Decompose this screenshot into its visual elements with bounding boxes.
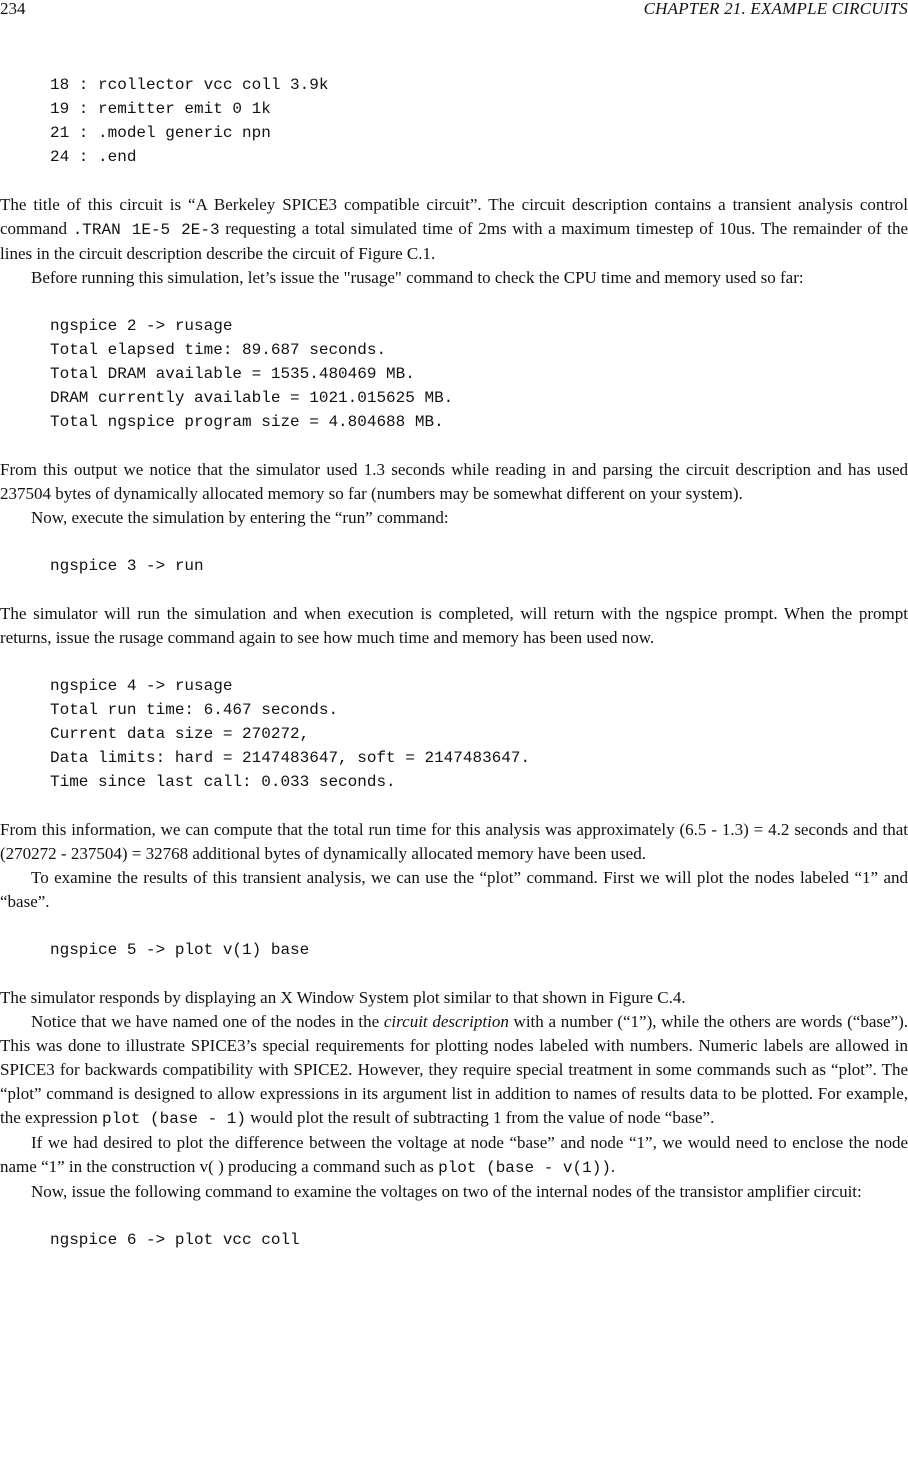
- spacer: [0, 578, 908, 602]
- spacer: [0, 914, 908, 938]
- code-line: 24 : .end: [50, 148, 137, 166]
- code-line: ngspice 6 -> plot vcc coll: [50, 1231, 300, 1249]
- italic-text: circuit description: [383, 1012, 509, 1031]
- chapter-title: CHAPTER 21. EXAMPLE CIRCUITS: [643, 0, 908, 18]
- code-block-circuit-listing: [0, 73, 908, 169]
- paragraph-circuit-title: [0, 193, 908, 266]
- inline-code: plot (base - v(1)): [438, 1159, 611, 1177]
- paragraph-before-running: Before running this simulation, let’s issue the "rusage" command to check the CPU time and memory used so far:: [31, 268, 804, 287]
- paragraph-output-notice: From this output we notice that the simulator used 1.3 seconds while reading in and parsing the circuit description and has used 237504 bytes of dynamically allocated memory so far (numbers may be somewhat different on your system).: [0, 460, 908, 503]
- paragraph-compute-runtime: From this information, we can compute that the total run time for this analysis was approximately (6.5 - 1.3) = 4.2 seconds and that (270272 - 237504) = 32768 additional bytes of dynamically allocated memory have been used.: [0, 820, 908, 863]
- paragraph-text: The title of this circuit is “A Berkeley SPICE3 compatible circuit”. The circuit description contains a transient analysis control command: [0, 195, 908, 238]
- spacer: [0, 794, 908, 818]
- code-line: DRAM currently available = 1021.015625 MB.: [50, 389, 454, 407]
- spacer: [0, 650, 908, 674]
- code-block-rusage-1: [0, 314, 908, 434]
- code-line: Total elapsed time: 89.687 seconds.: [50, 341, 387, 359]
- code-line: ngspice 4 -> rusage: [50, 677, 233, 695]
- paragraph-internal-nodes: Now, issue the following command to examine the voltages on two of the internal nodes of the transistor amplifier circuit:: [31, 1182, 862, 1201]
- spacer: [0, 1204, 908, 1228]
- code-block-run: [0, 554, 908, 578]
- paragraph-x-window-plot: The simulator responds by displaying an X Window System plot similar to that shown in Figure C.4.: [0, 988, 686, 1007]
- code-block-rusage-2: [0, 674, 908, 794]
- code-block-plot-vcc: [0, 1228, 908, 1252]
- code-line: Total ngspice program size = 4.804688 MB.: [50, 413, 444, 431]
- paragraph-text: requesting a total simulated time of 2ms with a maximum timestep of 10us. The remainder of the lines in the circuit description describe the circuit of Figure C.1.: [0, 219, 908, 263]
- code-line: Total DRAM available = 1535.480469 MB.: [50, 365, 415, 383]
- paragraph-text: If we had desired to plot the difference between the voltage at node “base” and node “1”, we would need to enclose the node name “1” in the construction v( ) producing a command such as: [0, 1133, 908, 1176]
- spacer: [0, 962, 908, 986]
- code-line: Time since last call: 0.033 seconds.: [50, 773, 396, 791]
- spacer: [0, 169, 908, 193]
- spacer: [0, 530, 908, 554]
- paragraph-simulator-run: The simulator will run the simulation and when execution is completed, will return with the ngspice prompt. When the prompt returns, issue the rusage command again to see how much time and memory has been used now.: [0, 604, 908, 647]
- code-line: ngspice 5 -> plot v(1) base: [50, 941, 310, 959]
- inline-code: .TRAN 1E-5 2E-3: [72, 221, 220, 239]
- code-line: 19 : remitter emit 0 1k: [50, 100, 271, 118]
- paragraph-text: Notice that we have named one of the nodes in the: [31, 1012, 384, 1031]
- page-content: [0, 73, 908, 1252]
- paragraph-numeric-labels: [0, 1010, 908, 1131]
- paragraph-text: with a number (“1”), while the others are words (“base”). This was done to illustrate SPICE3’s special requirements for plotting nodes labeled with numbers. Numeric labels are allowed in SPICE3 for backwards compatibility with SPICE2. However, they require special treatment in some commands such as “plot”. The “plot” command is designed to allow expressions in its argument list in addition to names of results data to be plotted. For example, the expression: [0, 1012, 908, 1127]
- paragraph-text: would plot the result of subtracting 1 from the value of node “base”.: [246, 1108, 715, 1127]
- spacer: [0, 434, 908, 458]
- paragraph-text: .: [610, 1157, 616, 1176]
- code-line: ngspice 2 -> rusage: [50, 317, 233, 335]
- code-line: 21 : .model generic npn: [50, 124, 271, 142]
- code-line: ngspice 3 -> run: [50, 557, 204, 575]
- paragraph-plot-difference: [0, 1131, 908, 1180]
- code-block-plot-base: [0, 938, 908, 962]
- code-line: Data limits: hard = 2147483647, soft = 2147483647.: [50, 749, 531, 767]
- code-line: Current data size = 270272,: [50, 725, 310, 743]
- spacer: [0, 290, 908, 314]
- page-number: 234: [0, 0, 26, 18]
- page-header: [0, 0, 908, 20]
- code-line: 18 : rcollector vcc coll 3.9k: [50, 76, 329, 94]
- code-line: Total run time: 6.467 seconds.: [50, 701, 339, 719]
- paragraph-examine-results: To examine the results of this transient analysis, we can use the “plot” command. First we will plot the nodes labeled “1” and “base”.: [0, 868, 908, 911]
- inline-code: plot (base - 1): [101, 1110, 247, 1128]
- paragraph-run-command: Now, execute the simulation by entering the “run” command:: [31, 508, 449, 527]
